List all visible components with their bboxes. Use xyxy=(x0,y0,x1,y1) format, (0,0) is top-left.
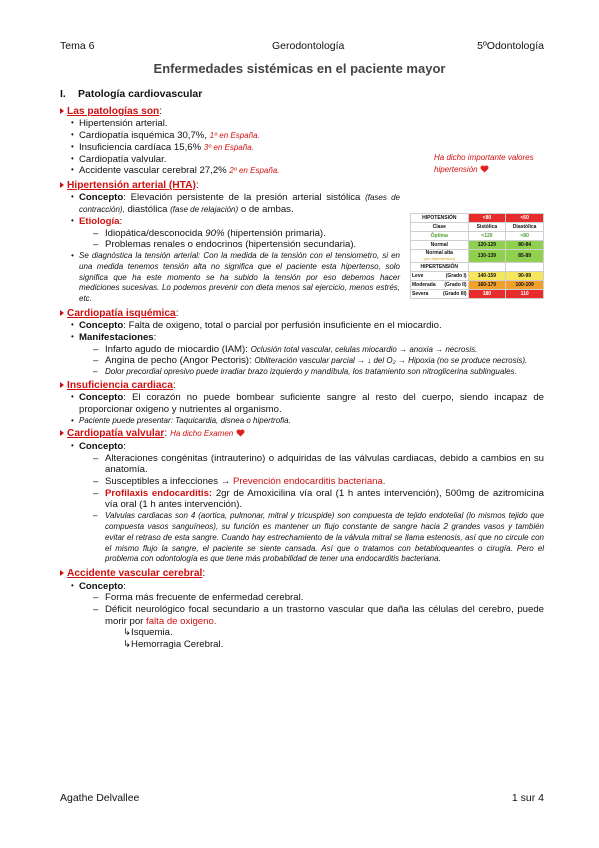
chapter-number: I. xyxy=(60,88,66,100)
list-item: – Angina de pecho (Angor Pectoris): Obliteración vascular parcial → ↓ del O₂ → Hipoxia (no se produce necrosis). xyxy=(93,355,544,367)
header-center: Gerodontología xyxy=(272,40,345,52)
list-item: – Forma más frecuente de enfermedad cerebral. xyxy=(93,592,544,604)
table-cell: 180 xyxy=(468,290,506,299)
side-note: Ha dicho importante valores hipertensión xyxy=(434,153,534,174)
table-cell: 85-89 xyxy=(506,250,544,263)
list-item: – Susceptibles a infecciones → Prevención endocarditis bacteriana. xyxy=(93,476,544,488)
triangle-bullet-icon xyxy=(60,182,64,188)
section-title: Insuficiencia cardiaca: xyxy=(60,380,544,392)
table-cell: 90-99 xyxy=(506,272,544,281)
triangle-bullet-icon xyxy=(60,310,64,316)
table-cell: HIPOTENSIÓN xyxy=(411,214,469,223)
list-item: • Etiología: – Idiopática/desconocida 90% (hipertensión primaria). – Problemas renales o endocrinos (hipertensión secundaria). xyxy=(71,216,400,251)
table-cell: Diastólica xyxy=(506,223,544,232)
list-item: • Concepto: Elevación persistente de la presión arterial sistólica (fases de contracción), diastólica (fase de relajación) o de ambas. xyxy=(71,192,400,215)
table-cell: Clase xyxy=(411,223,469,232)
section-title: Cardiopatía isquémica: xyxy=(60,308,544,320)
table-cell: Normal xyxy=(411,241,469,250)
section-title: Accidente vascular cerebral: xyxy=(60,568,544,580)
list-item: • Concepto: El corazón no puede bombear suficiente sangre al resto del cuerpo, siendo incapaz de proporcionar oxigeno y nutrientes al organismo. xyxy=(71,392,544,415)
table-cell: 130-139 xyxy=(468,250,506,263)
header-left: Tema 6 xyxy=(60,40,95,52)
triangle-bullet-icon xyxy=(60,430,64,436)
table-cell: <80 xyxy=(468,214,506,223)
table-cell: 160-179 xyxy=(468,281,506,290)
table-cell: Sistólica xyxy=(468,223,506,232)
list-item: • Se diagnóstica la tensión arterial: Con la medida de la tensión con el tensiometro, si en una medida tenemos tensión alta no significa que el paciente esta hipertenso, solo significa que ha este momento se ha subido la tensión por eso debemos hacer mediciones sucesivas. Lo podemos prevenir con dieta menos sal ejercicio, menos estrés, etc. xyxy=(71,251,400,305)
chapter-heading xyxy=(60,88,202,101)
list-item: – Infarto agudo de miocardio (IAM): Oclusión total vascular, celulas miocardio → anoxia → necrosis. xyxy=(93,344,544,356)
section-patologias xyxy=(60,106,544,177)
list-item: • Concepto: – Alteraciones congénitas (intrauterino) o adquiridas de las válvulas cardiacas, debido a cambios en su anatomía. – Susceptibles a infecciones → Prevención endocarditis bacteriana. – Profilaxis endocarditis: 2gr de Amoxicilina vía oral (1 h antes intervención), 500mg de azitromicina vía oral (1 h antes intervención). – Valvulas cardiacas son 4 (aortica, pulmonar, mitral y tricuspide) son compuesta de tejido endotelial (lo mismos tejido que compuesta vasos sanguíneos), su función es mantener un flujo constante de sangre hacia 2 grandes vasos y también evitar el retraso de esta sangre. Cuando hay estrechamiento de la válvula mitral se llama estenosis, así que no circule con el mismo flujo la sangre, el paciente se siente cansada. Así que o tratamos con betabloqueantes o cirugía. Pero el problema con odontología es que tiene más probabilidad de tener una endocarditis bacteriana. xyxy=(71,441,544,565)
section-title: Cardiopatía valvular: Ha dicho Examen xyxy=(60,428,544,440)
list-item: • Hipertensión arterial. xyxy=(71,118,544,130)
page-number: 1 sur 4 xyxy=(511,792,544,804)
section-title: Las patologías son: xyxy=(60,106,544,118)
sub-item: ↳Hemorragia Cerebral. xyxy=(123,639,224,651)
triangle-bullet-icon xyxy=(60,570,64,576)
section-hta xyxy=(60,180,400,305)
list-item: – Profilaxis endocarditis: 2gr de Amoxicilina vía oral (1 h antes intervención), 500mg de azitromicina vía oral (1 h antes intervención). xyxy=(93,488,544,511)
page-header xyxy=(60,40,544,52)
section-isquemica xyxy=(60,308,544,377)
section-valvular xyxy=(60,428,544,565)
list-item: • Cardiopatía valvular. xyxy=(71,154,544,166)
triangle-bullet-icon xyxy=(60,382,64,388)
list-item: • Cardiopatía isquémica 30,7%, 1º en España. xyxy=(71,130,544,142)
table-cell: 80-84 xyxy=(506,241,544,250)
section-insuficiencia xyxy=(60,380,544,426)
table-cell: HIPERTENSIÓN xyxy=(411,263,469,272)
triangle-bullet-icon xyxy=(60,108,64,114)
list-item: • Concepto: – Forma más frecuente de enfermedad cerebral. – Déficit neurológico focal secundario a un trastorno vascular que daña las células del cerebro, puede morir por falta de oxigeno. ↳Isquemia. ↳Hemorragia Cerebral. xyxy=(71,581,544,651)
table-cell: <120 xyxy=(468,232,506,241)
heart-icon xyxy=(236,429,245,437)
table-cell: <80 xyxy=(506,232,544,241)
table-cell: Óptima xyxy=(411,232,469,241)
table-cell: Leve (Grado I) xyxy=(412,273,467,280)
list-item: • Manifestaciones: – Infarto agudo de miocardio (IAM): Oclusión total vascular, celulas miocardio → anoxia → necrosis. – Angina de pecho (Angor Pectoris): Obliteración vascular parcial → ↓ del O₂ → Hipoxia (no se produce necrosis). – Dolor precordial opresivo puede irradiar brazo izquierdo y mandíbula, los tratamiento son nitroglicerina sublinguales. xyxy=(71,332,544,377)
list-item: – Alteraciones congénitas (intrauterino) o adquiridas de las válvulas cardiacas, debido a cambios en su anatomía. xyxy=(93,453,544,476)
table-cell: 100-109 xyxy=(506,281,544,290)
table-cell: 110 xyxy=(506,290,544,299)
section-title: Hipertensión arterial (HTA): xyxy=(60,180,400,192)
table-cell: Moderada (Grado II) xyxy=(412,282,467,289)
page-footer xyxy=(60,792,544,805)
main-content xyxy=(60,106,544,654)
section-acv xyxy=(60,568,544,651)
list-item: – Déficit neurológico focal secundario a un trastorno vascular que daña las células del cerebro, puede morir por falta de oxigeno. xyxy=(93,604,544,627)
table-cell: <60 xyxy=(506,214,544,223)
page-title: Enfermedades sistémicas en el paciente mayor xyxy=(153,61,446,76)
table-cell: Severa (Grado III) xyxy=(412,291,467,298)
header-right: 5ºOdontología xyxy=(477,40,544,52)
sub-item: ↳Isquemia. xyxy=(123,627,173,639)
chapter-text: Patología cardiovascular xyxy=(78,88,203,100)
list-item: • Paciente puede presentar: Taquicardia, disnea o hipertrofia. xyxy=(71,416,544,426)
list-item: – Problemas renales o endocrinos (hipertensión secundaria). xyxy=(93,239,400,251)
list-item: – Dolor precordial opresivo puede irradiar brazo izquierdo y mandíbula, los tratamiento son nitroglicerina sublinguales. xyxy=(93,367,544,377)
footer-author: Agathe Delvallee xyxy=(60,792,140,804)
table-cell: 120-129 xyxy=(468,241,506,250)
table-cell: 140-159 xyxy=(468,272,506,281)
table-cell: Normal alta (pre-hipertensión) xyxy=(411,250,469,263)
list-item: – Idiopática/desconocida 90% (hipertensión primaria). xyxy=(93,228,400,240)
list-item: – Valvulas cardiacas son 4 (aortica, pulmonar, mitral y tricuspide) son compuesta de tejido endotelial (lo mismos tejido que compuesta vasos sanguíneos), su función es mantener un flujo constante de sangre hacia 2 grandes vasos y también evitar el retraso de esta sangre. Cuando hay estrechamiento de la válvula mitral se llama estenosis, así que no circule con el mismo flujo la sangre, el paciente se siente cansada. Así que o tratamos con betabloqueantes o cirugía. Pero el problema con odontología es que tiene más probabilidad de tener una endocarditis bacteriana. xyxy=(93,511,544,565)
list-item: • Concepto: Falta de oxigeno, total o parcial por perfusión insuficiente en el miocardio. xyxy=(71,320,544,332)
list-item: • Accidente vascular cerebral 27,2% 2º en España. xyxy=(71,165,544,177)
list-item: • Insuficiencia cardíaca 15,6% 3º en España. xyxy=(71,142,544,154)
